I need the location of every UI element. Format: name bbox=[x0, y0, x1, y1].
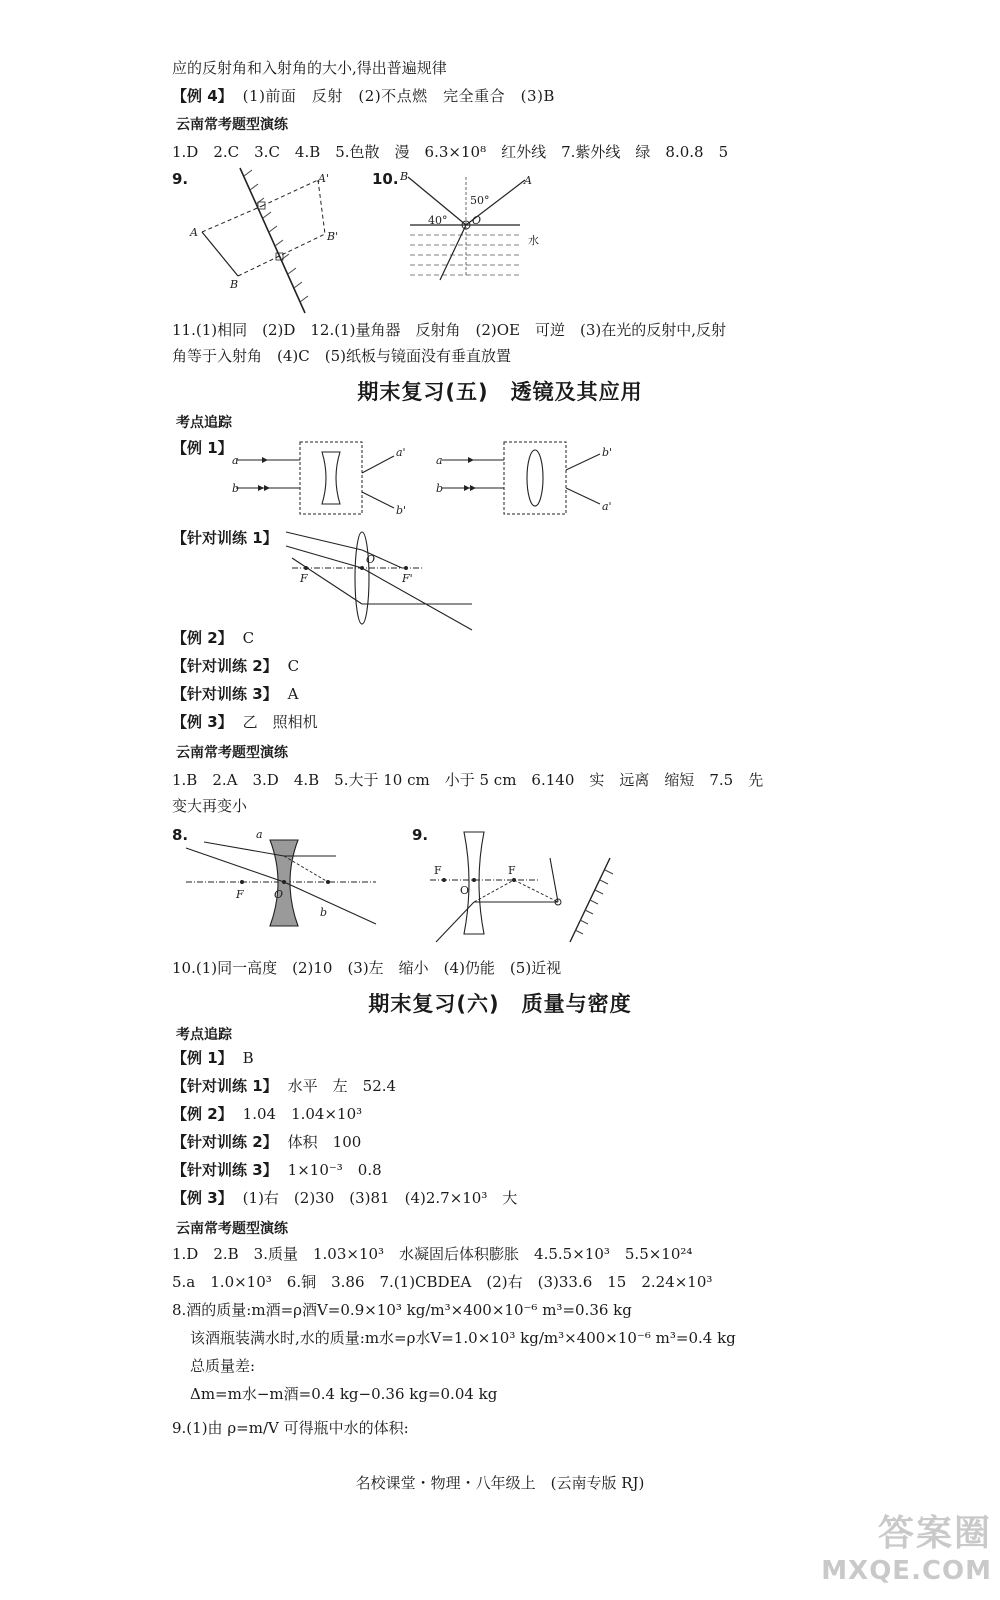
ray-label: b bbox=[436, 482, 444, 495]
ray-label: a bbox=[232, 454, 239, 467]
medium-label: 水 bbox=[528, 234, 539, 247]
point-label: F bbox=[236, 888, 244, 901]
refraction-figure bbox=[400, 172, 580, 292]
angle-label: 40° bbox=[428, 214, 448, 227]
answer-text: 乙 照相机 bbox=[242, 713, 318, 731]
training-label: 【针对训练 3】 bbox=[172, 1161, 278, 1179]
training-label: 【针对训练 2】 bbox=[172, 1133, 278, 1151]
section-subheading: 云南常考题型演练 bbox=[176, 1221, 288, 1237]
point-label: A bbox=[190, 226, 198, 239]
ray-label: b' bbox=[602, 446, 613, 459]
ray-label: b bbox=[232, 482, 240, 495]
lens-box-figure bbox=[232, 440, 622, 520]
example-label: 【例 3】 bbox=[172, 713, 233, 731]
answer-text: C bbox=[242, 629, 255, 647]
training-2-answer bbox=[172, 1132, 361, 1152]
example-2-answer bbox=[172, 628, 254, 648]
point-label: O bbox=[460, 884, 470, 897]
concave-lens-figure bbox=[186, 826, 386, 936]
example-label: 【例 2】 bbox=[172, 629, 233, 647]
question-9-label: 9. bbox=[412, 826, 429, 844]
point-label: b bbox=[320, 906, 328, 919]
answers-line: 1.B 2.A 3.D 4.B 5.大于 10 cm 小于 5 cm 6.140 实 远离 缩短 7.5 先 bbox=[172, 771, 764, 789]
answer-text: 水平 左 52.4 bbox=[287, 1077, 397, 1095]
calculation-line: 该酒瓶装满水时,水的质量:m水=ρ水V=1.0×10³ kg/m³×400×10⁻⁶ m³=0.4 kg bbox=[190, 1329, 736, 1347]
ray-label: a bbox=[436, 454, 443, 467]
point-label: O bbox=[274, 888, 284, 901]
training-label: 【针对训练 3】 bbox=[172, 685, 278, 703]
section-title: 期末复习(五) 透镜及其应用 bbox=[357, 380, 643, 404]
section-title: 期末复习(六) 质量与密度 bbox=[368, 992, 632, 1016]
point-label: O bbox=[472, 214, 482, 227]
question-9-label: 9. bbox=[172, 170, 189, 188]
ray-label: a' bbox=[602, 500, 612, 513]
example-label: 【例 3】 bbox=[172, 1189, 233, 1207]
answers-line: 角等于入射角 (4)C (5)纸板与镜面没有垂直放置 bbox=[172, 347, 511, 365]
convex-lens-figure bbox=[282, 530, 482, 630]
training-label: 【针对训练 1】 bbox=[172, 529, 278, 547]
example-label: 【例 1】 bbox=[172, 1049, 233, 1067]
training-3-answer bbox=[172, 684, 299, 704]
training-label: 【针对训练 1】 bbox=[172, 1077, 278, 1095]
calculation-line: 总质量差: bbox=[190, 1357, 256, 1375]
training-3-answer bbox=[172, 1160, 382, 1180]
point-label: F bbox=[508, 864, 516, 877]
training-1-answer bbox=[172, 1076, 396, 1096]
ray-label: a' bbox=[396, 446, 406, 459]
example-3-answer bbox=[172, 1188, 517, 1208]
point-label: A bbox=[524, 174, 532, 187]
point-label: A' bbox=[318, 172, 329, 185]
page-footer: 名校课堂・物理・八年级上 (云南专版 RJ) bbox=[355, 1474, 645, 1492]
answers-line: 11.(1)相同 (2)D 12.(1)量角器 反射角 (2)OE 可逆 (3)在光的反射中,反射 bbox=[172, 321, 726, 339]
answer-text: 1.04 1.04×10³ bbox=[242, 1105, 363, 1123]
point-label: a bbox=[256, 828, 263, 841]
calculation-line: 9.(1)由 ρ=m/V 可得瓶中水的体积: bbox=[172, 1419, 409, 1437]
training-label: 【针对训练 2】 bbox=[172, 657, 278, 675]
answer-text: 体积 100 bbox=[287, 1133, 362, 1151]
watermark-logo: 答案圈 bbox=[877, 1513, 992, 1554]
calculation-line: 8.酒的质量:m酒=ρ酒V=0.9×10³ kg/m³×400×10⁻⁶ m³=0.36 kg bbox=[172, 1301, 632, 1319]
ray-label: b' bbox=[396, 504, 407, 517]
point-label: F bbox=[434, 864, 442, 877]
answer-text: B bbox=[242, 1049, 254, 1067]
text-line: 应的反射角和入射角的大小,得出普遍规律 bbox=[172, 59, 447, 77]
answer-text: C bbox=[287, 657, 300, 675]
example-label: 【例 1】 bbox=[172, 439, 233, 457]
example-3-answer bbox=[172, 712, 318, 732]
section-subheading: 考点追踪 bbox=[176, 415, 232, 431]
answer-text: A bbox=[287, 685, 299, 703]
section-subheading: 考点追踪 bbox=[176, 1027, 232, 1043]
example-label: 【例 4】 bbox=[172, 87, 233, 105]
answer-text: (1)右 (2)30 (3)81 (4)2.7×10³ 大 bbox=[242, 1189, 518, 1207]
calculation-line: Δm=m水−m酒=0.4 kg−0.36 kg=0.04 kg bbox=[190, 1385, 498, 1403]
lens-mirror-figure bbox=[430, 830, 630, 960]
point-label: B bbox=[400, 170, 409, 183]
point-label: B bbox=[230, 278, 239, 291]
watermark-url: MXQE.COM bbox=[821, 1556, 992, 1586]
point-label: O bbox=[366, 553, 376, 566]
example-label: 【例 2】 bbox=[172, 1105, 233, 1123]
answers-line: 1.D 2.B 3.质量 1.03×10³ 水凝固后体积膨胀 4.5.5×10³ 5.5×10²⁴ bbox=[172, 1245, 693, 1263]
training-1-label bbox=[172, 528, 288, 548]
point-label: F' bbox=[402, 572, 413, 585]
point-label: F bbox=[300, 572, 308, 585]
training-2-answer bbox=[172, 656, 299, 676]
question-8-label: 8. bbox=[172, 826, 189, 844]
point-label: B' bbox=[327, 230, 339, 243]
watermark bbox=[821, 1505, 992, 1586]
answer-text: 1×10⁻³ 0.8 bbox=[287, 1161, 382, 1179]
section-subheading: 云南常考题型演练 bbox=[176, 745, 288, 761]
angle-label: 50° bbox=[470, 194, 490, 207]
example-4-answer bbox=[172, 86, 555, 106]
answers-line: 变大再变小 bbox=[172, 797, 248, 815]
answer-text: (1)前面 反射 (2)不点燃 完全重合 (3)B bbox=[242, 87, 555, 105]
answers-line: 10.(1)同一高度 (2)10 (3)左 缩小 (4)仍能 (5)近视 bbox=[172, 959, 562, 977]
section-subheading: 云南常考题型演练 bbox=[176, 117, 288, 133]
example-2-answer bbox=[172, 1104, 362, 1124]
question-10-label: 10. bbox=[372, 170, 399, 188]
answers-line: 1.D 2.C 3.C 4.B 5.色散 漫 6.3×10⁸ 红外线 7.紫外线 绿 8.0.8 5 bbox=[172, 143, 729, 161]
answers-line: 5.a 1.0×10³ 6.铜 3.86 7.(1)CBDEA (2)右 (3)33.6 15 2.24×10³ bbox=[172, 1273, 713, 1291]
mirror-image-figure bbox=[180, 168, 360, 328]
example-1-answer bbox=[172, 1048, 254, 1068]
